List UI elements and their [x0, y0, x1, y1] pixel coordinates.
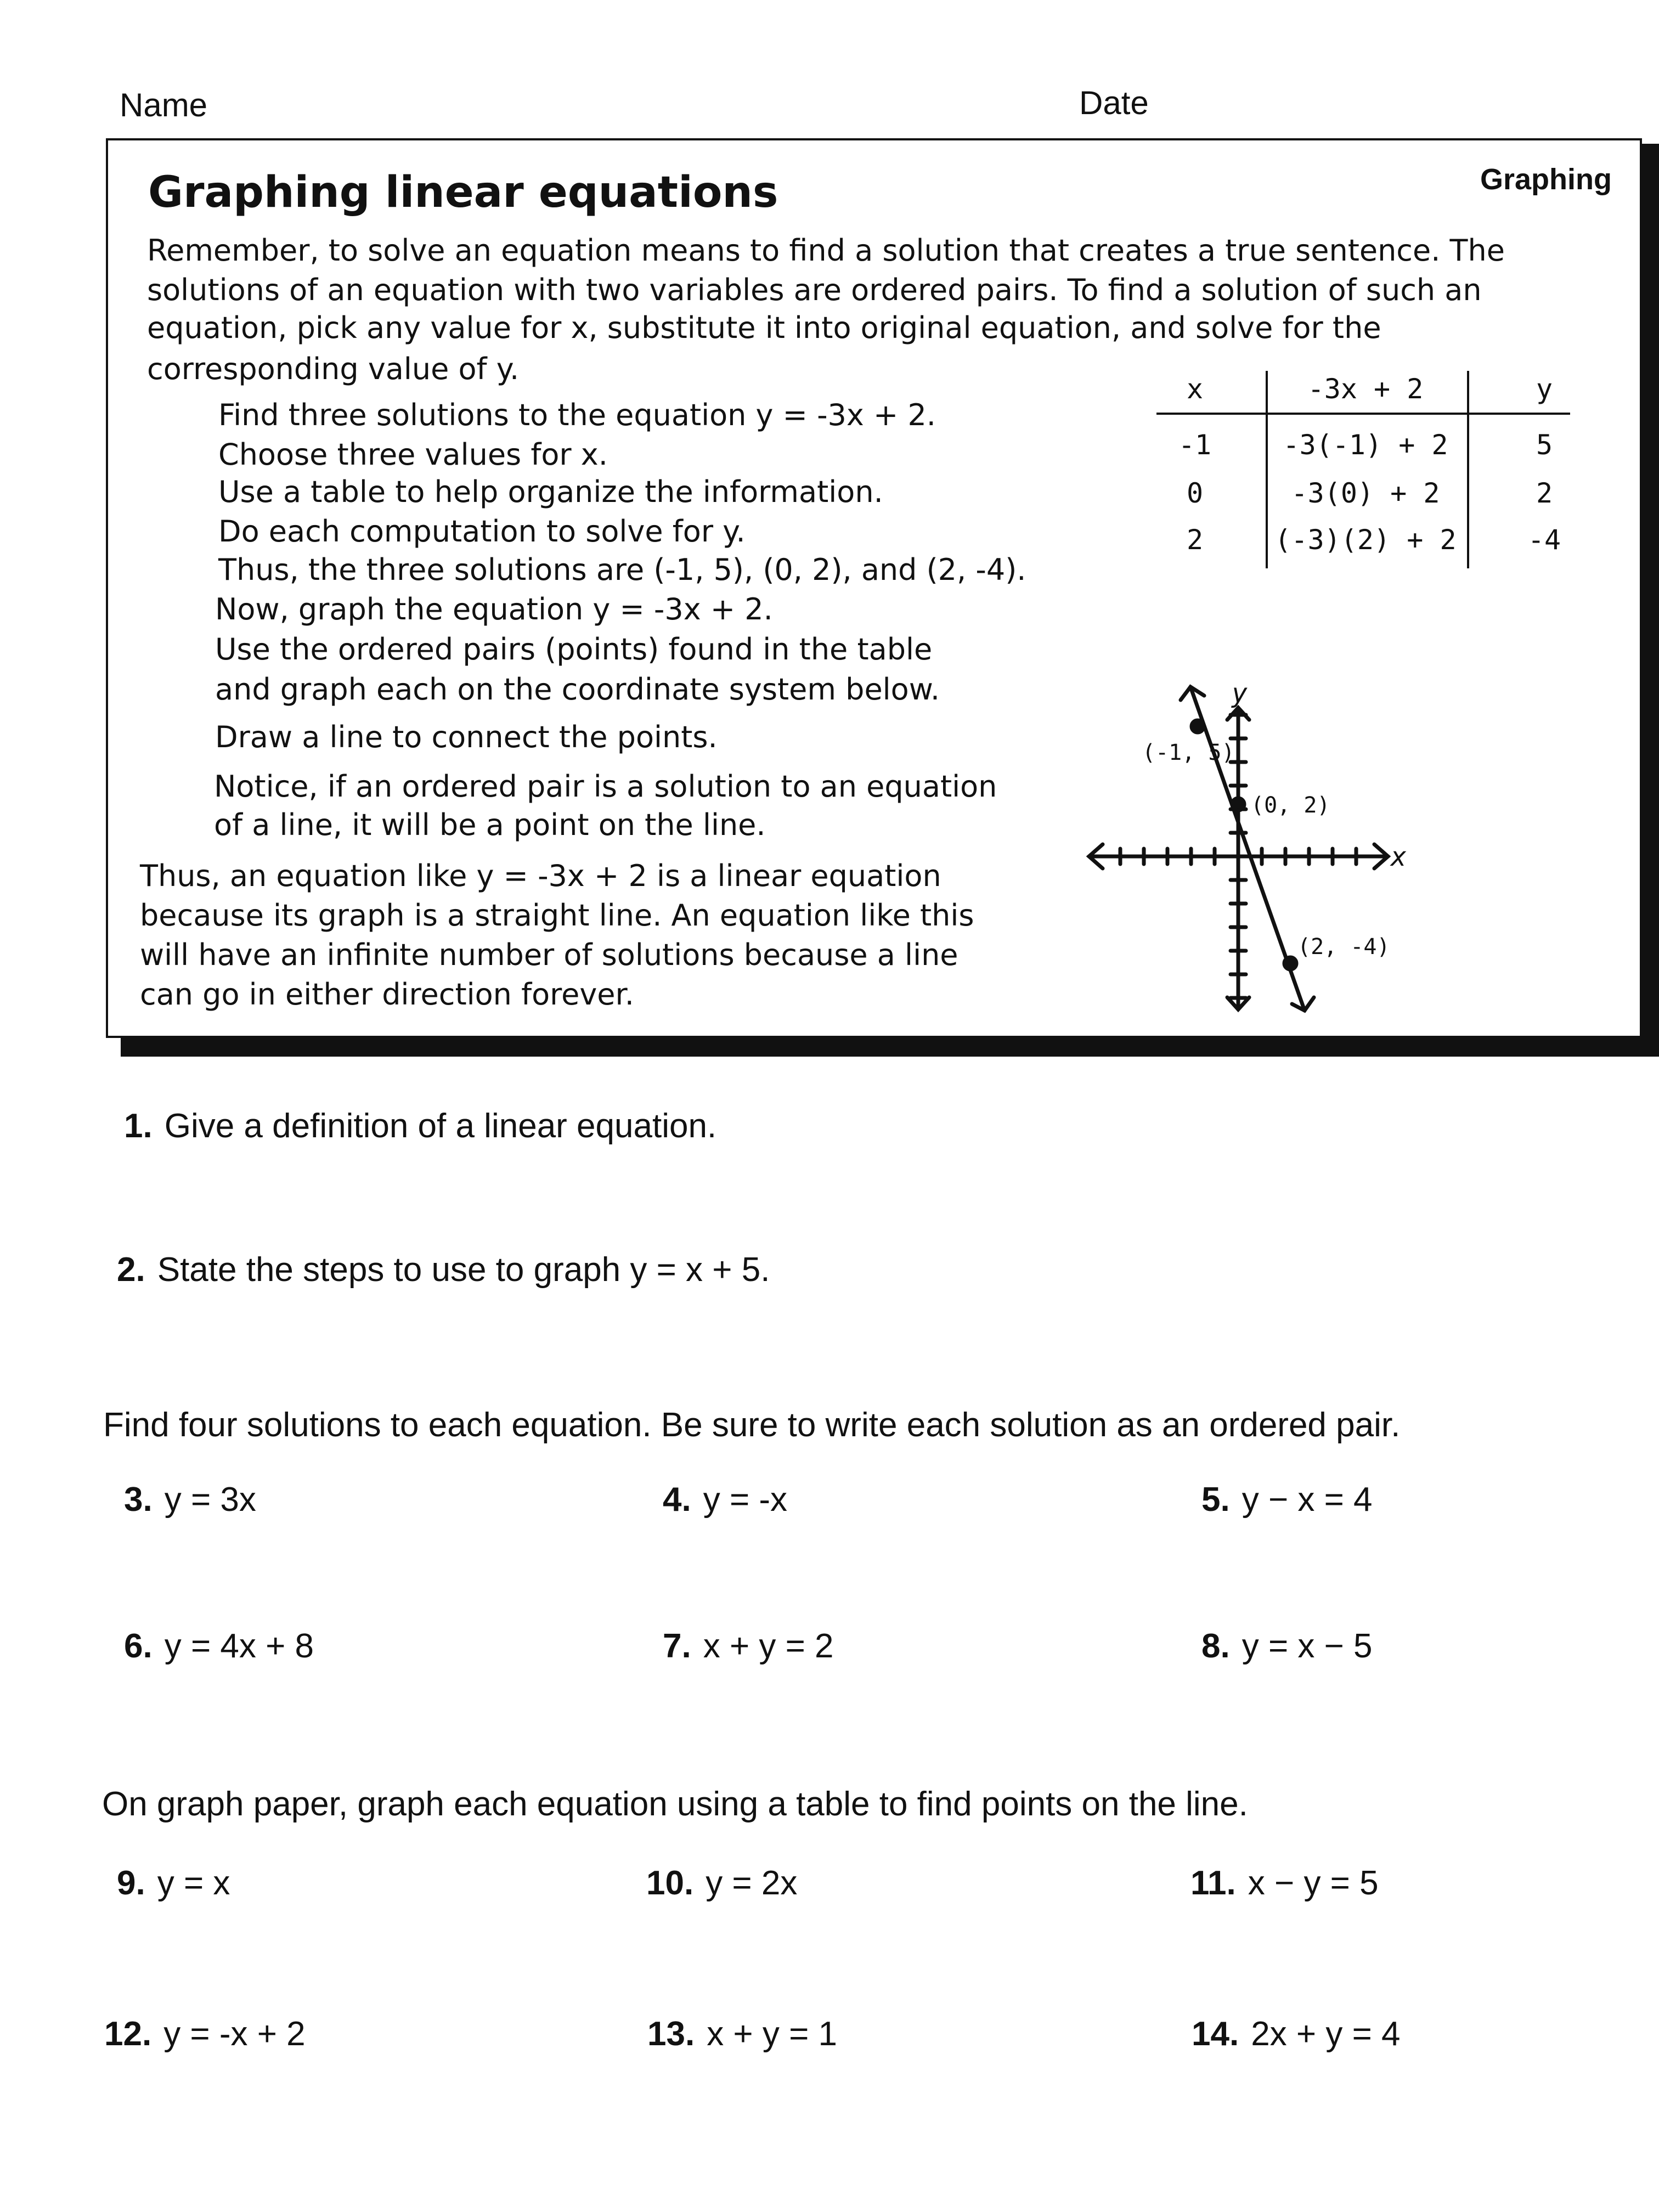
- question-text: y = -x: [703, 1481, 788, 1519]
- question-number: 3.: [124, 1481, 153, 1519]
- y-axis-label: y: [1232, 678, 1248, 709]
- step-line: Use a table to help organize the information.: [218, 475, 883, 509]
- exercise: [663, 1629, 834, 1663]
- question-number: 13.: [647, 2015, 695, 2053]
- step-line: Thus, the three solutions are (-1, 5), (0, 2), and (2, -4).: [218, 552, 1026, 587]
- question-text: y − x = 4: [1242, 1481, 1373, 1519]
- point-label: (0, 2): [1251, 793, 1330, 818]
- topic-tag: Graphing: [1480, 163, 1612, 196]
- question-number: 4.: [663, 1481, 691, 1519]
- question-text: y = 4x + 8: [164, 1627, 314, 1665]
- question-text: y = 3x: [164, 1481, 256, 1519]
- conclusion-line: will have an infinite number of solutions because a line: [140, 938, 958, 972]
- data-point: [1232, 798, 1244, 810]
- table-cell: 0: [1186, 477, 1204, 509]
- table-cell: (-3)(2) + 2: [1274, 524, 1457, 556]
- step-line: Do each computation to solve for y.: [218, 514, 746, 549]
- step-line: Find three solutions to the equation y = -3x + 2.: [218, 398, 936, 432]
- question-1: [124, 1109, 716, 1143]
- point-label: (2, -4): [1297, 934, 1390, 960]
- conclusion-line: can go in either direction forever.: [140, 977, 634, 1012]
- question-text: y = x − 5: [1242, 1627, 1373, 1665]
- table-header: -3x + 2: [1307, 373, 1424, 405]
- exercise: [104, 2017, 306, 2051]
- table-cell: 5: [1536, 429, 1553, 461]
- step-line: Use the ordered pairs (points) found in the table: [215, 632, 933, 667]
- question-number: 12.: [104, 2015, 152, 2053]
- conclusion-line: because its graph is a straight line. An equation like this: [140, 898, 974, 933]
- question-number: 14.: [1192, 2015, 1239, 2053]
- step-line: and graph each on the coordinate system below.: [215, 672, 940, 707]
- question-text: y = -x + 2: [163, 2015, 306, 2053]
- exercise: [663, 1483, 787, 1517]
- intro-line: solutions of an equation with two variables are ordered pairs. To find a solution of such an: [147, 273, 1482, 307]
- table-header: x: [1186, 373, 1204, 405]
- exercise: [647, 2017, 837, 2051]
- exercise: [1201, 1629, 1373, 1663]
- exercise: [646, 1866, 797, 1900]
- table-cell: 2: [1186, 524, 1204, 556]
- question-text: x + y = 2: [703, 1627, 834, 1665]
- date-label: Date: [1079, 84, 1149, 121]
- table-cell: -3(-1) + 2: [1283, 429, 1448, 461]
- question-text: x − y = 5: [1248, 1864, 1379, 1902]
- question-number: 7.: [663, 1627, 691, 1665]
- question-number: 5.: [1201, 1481, 1230, 1519]
- table-cell: 2: [1536, 477, 1553, 509]
- coordinate-graph: [0, 0, 1659, 1097]
- table-cell: -3(0) + 2: [1291, 477, 1440, 509]
- question-text: x + y = 1: [707, 2015, 838, 2053]
- question-number: 2.: [117, 1251, 145, 1289]
- exercise: [1201, 1483, 1373, 1517]
- intro-line: equation, pick any value for x, substitute it into original equation, and solve for the: [147, 311, 1381, 345]
- exercise: [1190, 1866, 1379, 1900]
- intro-line: corresponding value of y.: [147, 352, 520, 386]
- question-text: y = x: [157, 1864, 230, 1902]
- step-line: Choose three values for x.: [218, 437, 608, 472]
- point-label: (-1, 5): [1142, 740, 1235, 765]
- question-text: 2x + y = 4: [1251, 2015, 1401, 2053]
- question-number: 9.: [117, 1864, 145, 1902]
- exercise: [124, 1629, 314, 1663]
- step-line: Now, graph the equation y = -3x + 2.: [215, 592, 773, 627]
- step-line: Draw a line to connect the points.: [215, 720, 718, 754]
- question-text: Give a definition of a linear equation.: [164, 1107, 717, 1145]
- exercise: [117, 1866, 230, 1900]
- question-number: 8.: [1201, 1627, 1230, 1665]
- instructions-graph: On graph paper, graph each equation using a table to find points on the line.: [102, 1785, 1248, 1823]
- name-label: Name: [120, 87, 208, 123]
- question-number: 1.: [124, 1107, 153, 1145]
- exercise: [124, 1483, 256, 1517]
- data-point: [1284, 957, 1296, 969]
- table-header: y: [1536, 373, 1553, 405]
- table-cell: -4: [1527, 524, 1561, 556]
- data-point: [1192, 720, 1204, 732]
- question-number: 6.: [124, 1627, 153, 1665]
- step-line: of a line, it will be a point on the line.: [214, 808, 766, 842]
- question-text: State the steps to use to graph y = x + 5.: [157, 1251, 770, 1289]
- table-cell: -1: [1178, 429, 1212, 461]
- step-line: Notice, if an ordered pair is a solution to an equation: [214, 769, 997, 804]
- x-axis-label: x: [1391, 842, 1407, 872]
- lesson-title: Graphing linear equations: [148, 168, 778, 217]
- conclusion-line: Thus, an equation like y = -3x + 2 is a linear equation: [140, 859, 941, 893]
- question-number: 10.: [646, 1864, 694, 1902]
- instructions-find-solutions: Find four solutions to each equation. Be sure to write each solution as an ordered pair.: [103, 1406, 1401, 1444]
- question-number: 11.: [1190, 1864, 1236, 1902]
- question-text: y = 2x: [706, 1864, 798, 1902]
- question-2: [117, 1253, 770, 1287]
- intro-line: Remember, to solve an equation means to find a solution that creates a true sentence. The: [147, 233, 1505, 268]
- exercise: [1192, 2017, 1400, 2051]
